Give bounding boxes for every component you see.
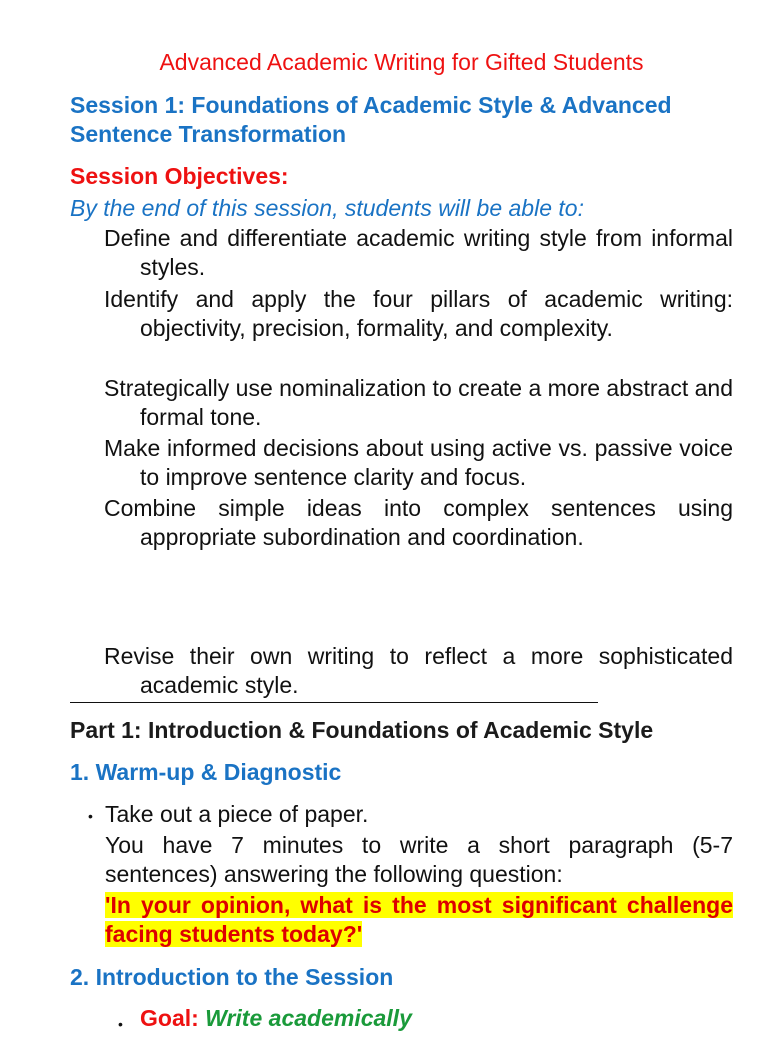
part1-heading: Part 1: Introduction & Foundations of Academic Style (70, 717, 654, 743)
objective-number (52, 224, 104, 253)
objective-number (52, 374, 104, 403)
objective-number (52, 285, 104, 314)
objective-text: Define and differentiate academic writing style from informal styles. (104, 225, 733, 280)
objectives-heading: Session Objectives: (70, 163, 289, 189)
objective-number (52, 642, 104, 671)
objective-text: Revise their own writing to reflect a more sophisticated academic style. (104, 643, 733, 698)
warmup-line-1: Take out a piece of paper. (105, 801, 369, 827)
objectives-intro: By the end of this session, students will be able to: (70, 195, 584, 221)
objective-text: Identify and apply the four pillars of academic writing: objectivity, precision, formality, and complexity. (104, 286, 733, 341)
section2-heading: 2. Introduction to the Session (70, 964, 394, 990)
goal-label: Goal: (140, 1005, 199, 1031)
warmup-question: 'In your opinion, what is the most significant challenge facing students today?' (105, 892, 733, 947)
objective-text: Make informed decisions about using active vs. passive voice to improve sentence clarity and focus. (104, 435, 733, 490)
goal-line (140, 1004, 412, 1033)
bullet-icon: • (118, 1016, 123, 1032)
objective-item (104, 224, 733, 282)
goal-text: Write academically (205, 1005, 412, 1031)
objective-item (104, 434, 733, 492)
section1-heading: 1. Warm-up & Diagnostic (70, 759, 342, 785)
warmup-instructions (105, 800, 733, 949)
objective-text: Combine simple ideas into complex sentences using appropriate subordination and coordination. (104, 495, 733, 550)
horizontal-rule (70, 702, 598, 703)
objective-item (104, 285, 733, 343)
session-title: Session 1: Foundations of Academic Style & Advanced Sentence Transformation (70, 92, 672, 147)
bullet-icon: • (88, 808, 93, 824)
objective-item (104, 494, 733, 552)
objective-text: Strategically use nominalization to create a more abstract and formal tone. (104, 375, 733, 430)
warmup-line-2: You have 7 minutes to write a short paragraph (5-7 sentences) answering the following question: (105, 832, 733, 887)
document-title: Advanced Academic Writing for Gifted Students (159, 49, 644, 75)
objective-item (104, 374, 733, 432)
objective-number (52, 494, 104, 523)
objective-item (104, 642, 733, 700)
objective-number (52, 434, 104, 463)
